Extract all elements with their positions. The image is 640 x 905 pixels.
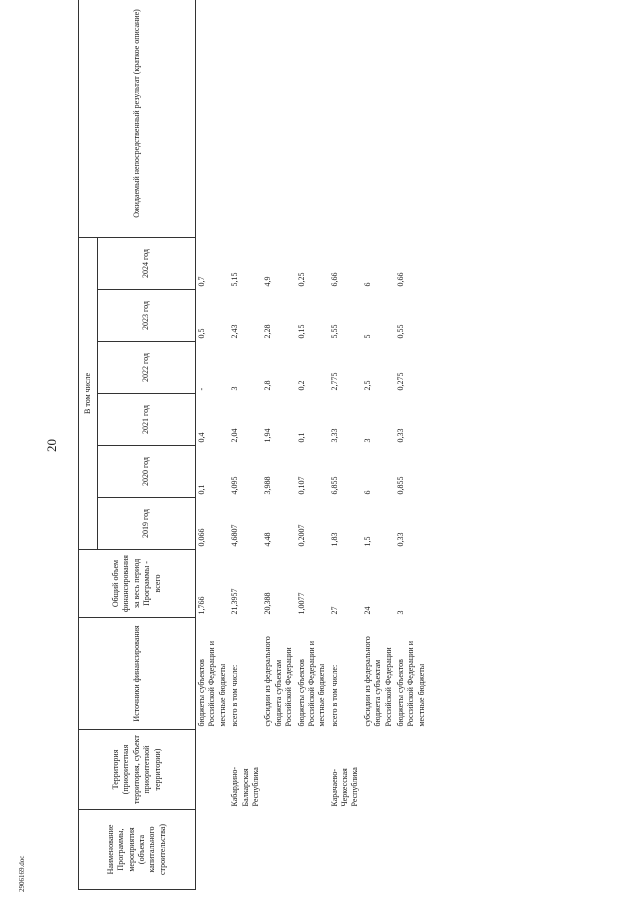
cell-source: всего в том числе:	[230, 664, 240, 727]
table-body	[196, 0, 429, 890]
header-2019: 2019 год	[98, 498, 196, 550]
cell-name	[395, 810, 428, 890]
cell-y2021: 0,4	[197, 432, 206, 443]
footer-filename: 2906169.doc	[18, 855, 26, 892]
cell-y2021: 3,33	[329, 428, 339, 443]
cell-y2020: 4,095	[230, 476, 240, 495]
cell-y2022: -	[197, 387, 206, 391]
cell-y2022: 2,775	[329, 372, 339, 391]
header-total: Общий объем финансирования за весь период Программы - всего	[79, 550, 196, 618]
cell-y2021: 0,1	[296, 432, 306, 443]
cell-y2022: 0,275	[396, 372, 406, 391]
header-2021: 2021 год	[98, 394, 196, 446]
table-row	[329, 0, 362, 890]
page-number: 20	[44, 439, 59, 452]
cell-y2022: 2,8	[263, 380, 273, 391]
cell-source: бюджеты субъектов Российской Федерации и местные бюджеты	[396, 641, 426, 727]
cell-y2024: 0,25	[296, 272, 306, 287]
header-2024: 2024 год	[98, 237, 196, 289]
cell-y2021: 2,04	[230, 428, 240, 443]
cell-y2023: 5,55	[329, 324, 339, 339]
table-row	[262, 0, 295, 890]
table-row	[362, 0, 395, 890]
cell-y2023: 0,15	[296, 324, 306, 339]
cell-y2020: 0,855	[396, 476, 406, 495]
header-territory: Территория (приоритетная территория, субъект приоритетной территории)	[79, 730, 196, 810]
cell-territory: Карачаево-Черкесская Республика	[329, 767, 360, 807]
cell-name	[196, 810, 230, 890]
cell-y2023: 0,55	[396, 324, 406, 339]
cell-y2021: 1,94	[263, 428, 273, 443]
cell-y2024: 6,66	[329, 272, 339, 287]
table-row	[229, 0, 262, 890]
cell-y2019: 1,83	[329, 532, 339, 547]
cell-result	[395, 0, 428, 237]
financing-table-rotated	[78, 9, 568, 890]
header-including: В том числе	[79, 237, 98, 549]
cell-y2021: 0,33	[396, 428, 406, 443]
cell-territory: Кабардино-Балкарская Республика	[230, 766, 260, 807]
cell-name	[329, 810, 362, 890]
cell-result	[262, 0, 295, 237]
cell-total: 1,766	[197, 596, 206, 615]
cell-y2019: 1,5	[362, 536, 372, 547]
cell-y2023: 0,5	[197, 328, 206, 339]
cell-territory	[262, 730, 295, 810]
cell-name	[262, 810, 295, 890]
cell-y2019: 0,2007	[296, 524, 306, 547]
cell-y2024: 0,7	[197, 276, 206, 287]
cell-total: 27	[329, 606, 339, 615]
cell-total: 21,3957	[230, 588, 240, 615]
cell-territory	[362, 730, 395, 810]
cell-total: 1,0077	[296, 592, 306, 615]
cell-territory	[196, 730, 230, 810]
cell-y2024: 4,9	[263, 276, 273, 287]
cell-result	[329, 0, 362, 237]
cell-y2022: 3	[230, 386, 240, 391]
cell-source: субсидии из федерального бюджета субъектам Российской Федерации	[362, 636, 393, 727]
cell-y2023: 5	[362, 334, 372, 339]
cell-y2020: 3,988	[263, 476, 273, 495]
cell-y2020: 6,855	[329, 476, 339, 495]
cell-source: бюджеты субъектов Российской Федерации и местные бюджеты	[296, 641, 327, 727]
table-row	[296, 0, 329, 890]
cell-y2023: 2,28	[263, 324, 273, 339]
cell-name	[362, 810, 395, 890]
cell-y2020: 6	[362, 490, 372, 495]
cell-y2022: 2,5	[362, 380, 372, 391]
cell-y2023: 2,43	[230, 324, 240, 339]
cell-y2019: 4,6807	[230, 524, 240, 547]
cell-total: 24	[362, 606, 372, 615]
cell-result	[229, 0, 262, 237]
cell-total: 3	[396, 610, 406, 615]
financing-table	[78, 0, 428, 890]
header-2023: 2023 год	[98, 290, 196, 342]
cell-territory	[296, 730, 329, 810]
cell-y2021: 3	[362, 438, 372, 443]
cell-y2024: 6	[362, 282, 372, 287]
cell-y2022: 0,2	[296, 380, 306, 391]
cell-y2019: 0,066	[197, 528, 206, 547]
cell-y2024: 0,66	[396, 272, 406, 287]
cell-y2019: 0,33	[396, 532, 406, 547]
cell-y2020: 0,1	[197, 484, 206, 495]
table-row	[395, 0, 428, 890]
cell-result	[296, 0, 329, 237]
header-source: Источники финансирования	[79, 618, 196, 730]
cell-y2020: 0,107	[296, 476, 306, 495]
cell-total: 20,388	[263, 592, 273, 615]
cell-name	[296, 810, 329, 890]
cell-result	[362, 0, 395, 237]
cell-territory	[395, 730, 428, 810]
cell-source: бюджеты субъектов Российской Федерации и местные бюджеты	[197, 641, 227, 727]
cell-y2019: 4,48	[263, 532, 273, 547]
header-name: Наименование Программы, мероприятия (объекта капитального строительства)	[79, 810, 196, 890]
cell-source: субсидии из федерального бюджета субъектам Российской Федерации	[263, 636, 294, 727]
cell-y2024: 5,15	[230, 272, 240, 287]
table-row	[196, 0, 230, 890]
header-2022: 2022 год	[98, 342, 196, 394]
header-2020: 2020 год	[98, 446, 196, 498]
cell-name	[229, 810, 262, 890]
cell-result	[196, 0, 230, 237]
header-result: Ожидаемый непосредственный результат (краткое описание)	[79, 0, 196, 237]
cell-source: всего в том числе:	[329, 664, 339, 727]
